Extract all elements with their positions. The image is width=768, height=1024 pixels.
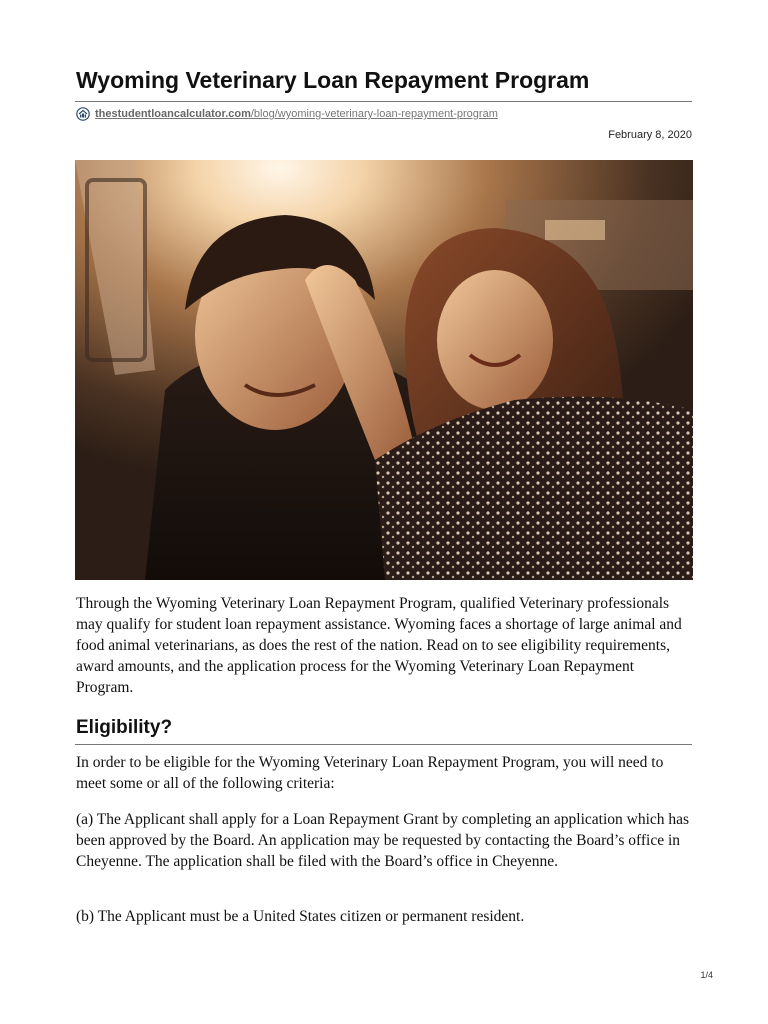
source-domain: thestudentloancalculator.com xyxy=(95,108,251,120)
page-number: 1/4 xyxy=(700,970,713,980)
source-url[interactable] xyxy=(95,108,498,120)
article-title: Wyoming Veterinary Loan Repayment Program xyxy=(76,67,590,93)
criterion-b: (b) The Applicant must be a United States citizen or permanent resident. xyxy=(76,908,525,925)
title-divider xyxy=(75,101,692,102)
heading-divider xyxy=(75,744,692,745)
publish-date: February 8, 2020 xyxy=(608,129,692,141)
eligibility-intro: In order to be eligible for the Wyoming Veterinary Loan Repayment Program, you will need to meet some or all of the following criteria: xyxy=(76,754,664,792)
source-link[interactable] xyxy=(76,106,498,122)
eligibility-heading: Eligibility? xyxy=(76,717,173,738)
intro-paragraph: Through the Wyoming Veterinary Loan Repayment Program, qualified Veterinary professionals may qualify for student loan repayment assistance. Wyoming faces a shortage of large animal and food animal veterinarians, as does the rest of the nation. Read on to see eligibility requirements, award amounts, and the application process for the Wyoming Veterinary Loan Repayment Program. xyxy=(76,595,682,696)
criterion-a: (a) The Applicant shall apply for a Loan Repayment Grant by completing an application which has been approved by the Board. An application may be requested by contacting the Board’s office in Cheyenne. The application shall be filed with the Board’s office in Cheyenne. xyxy=(76,811,690,870)
hero-image xyxy=(75,160,693,580)
source-path: /blog/wyoming-veterinary-loan-repayment-program xyxy=(250,108,498,120)
site-favicon-icon xyxy=(76,107,90,121)
